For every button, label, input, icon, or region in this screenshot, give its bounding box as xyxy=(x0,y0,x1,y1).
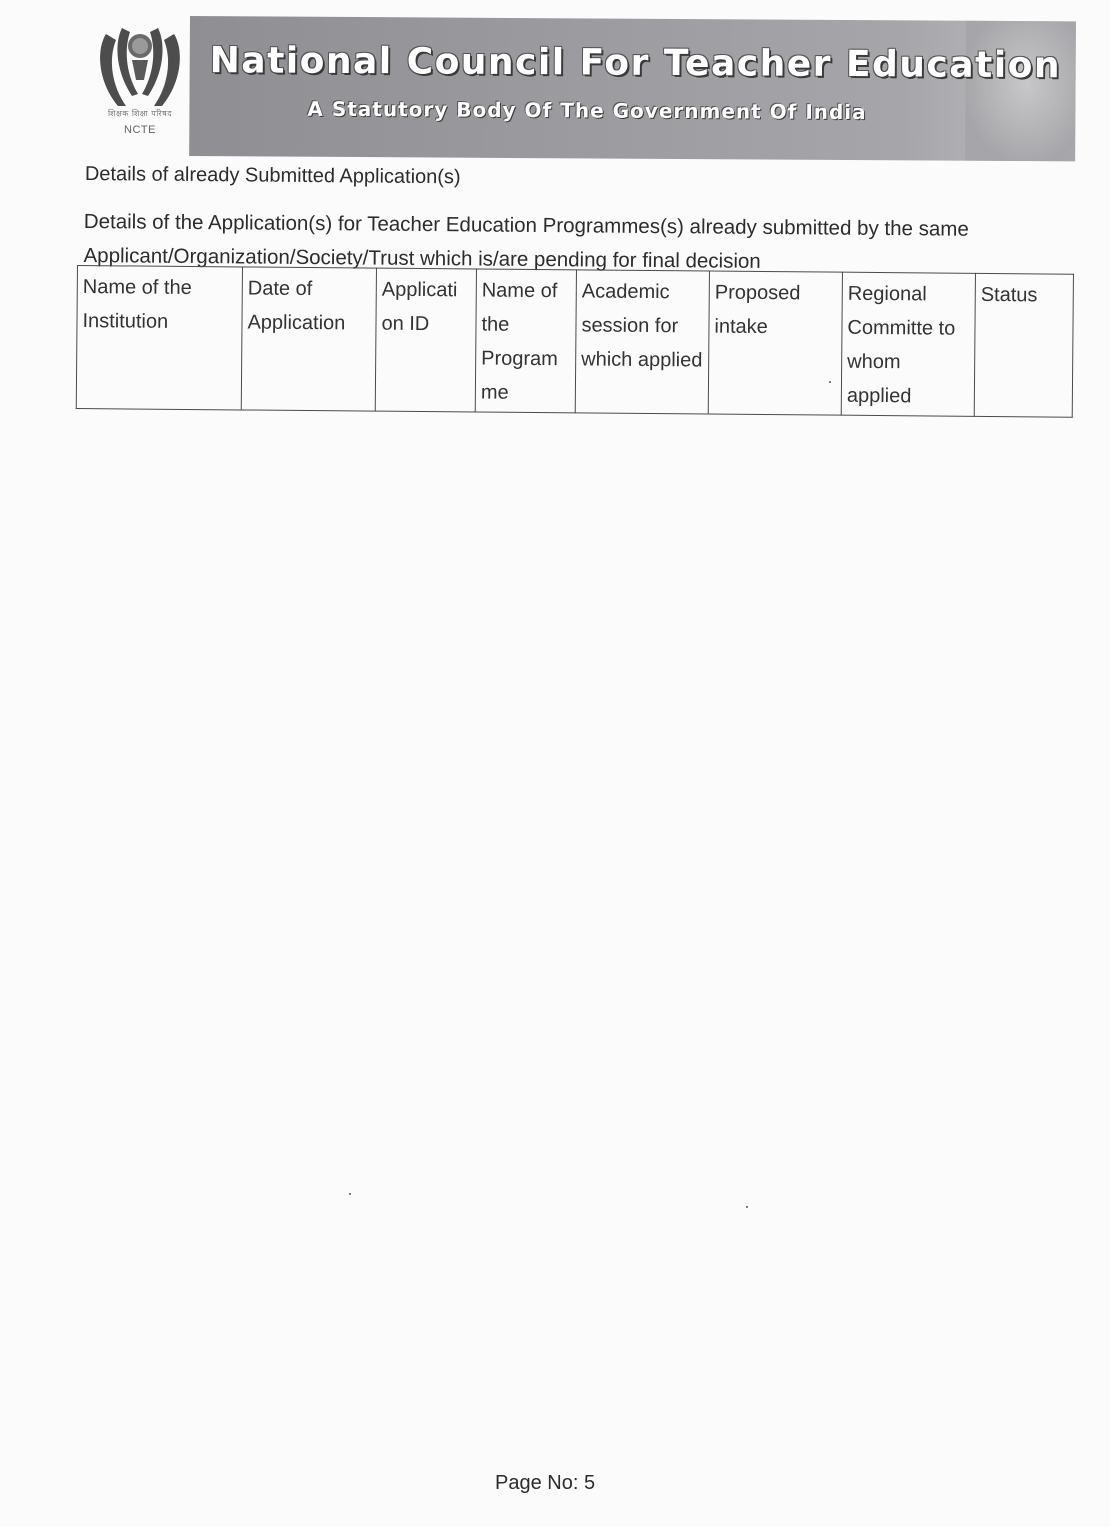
column-header-institution-name: Name of the Institution xyxy=(76,266,242,410)
header-banner xyxy=(189,16,1076,161)
logo-text: NCTE xyxy=(124,124,156,136)
column-header-application-id: Applicati on ID xyxy=(375,268,476,412)
portrait-image xyxy=(965,21,1076,162)
column-header-status: Status xyxy=(974,273,1073,417)
column-header-programme-name: Name of the Program me xyxy=(475,269,576,413)
organization-subtitle: A Statutory Body Of The Government Of India xyxy=(307,96,867,125)
scan-speck xyxy=(349,1193,351,1195)
scan-speck xyxy=(746,1206,748,1208)
scan-speck xyxy=(829,381,831,383)
applications-table-wrapper xyxy=(76,265,1073,418)
section-description: Details of the Application(s) for Teacher Education Programmes(s) already submitted by the same Applicant/Organization/Society/Trust which is/are pending for final decision xyxy=(83,209,969,273)
column-header-academic-session: Academic session for which applied xyxy=(575,270,709,414)
submitted-applications-table xyxy=(76,265,1074,418)
column-header-regional-committee: Regional Committe to whom applied xyxy=(841,272,975,416)
column-header-application-date: Date of Application xyxy=(241,267,376,411)
organization-title: National Council For Teacher Education xyxy=(209,40,1062,87)
page-number: Page No: 5 xyxy=(495,1472,596,1494)
section-heading: Details of already Submitted Application(s) xyxy=(84,163,461,189)
logo-tagline: शिक्षक शिक्षा परिषद xyxy=(107,109,173,118)
ncte-emblem-icon xyxy=(92,20,188,120)
ncte-logo xyxy=(92,20,188,140)
table-header-row xyxy=(76,266,1073,418)
column-header-proposed-intake: Proposed intake xyxy=(708,271,842,415)
